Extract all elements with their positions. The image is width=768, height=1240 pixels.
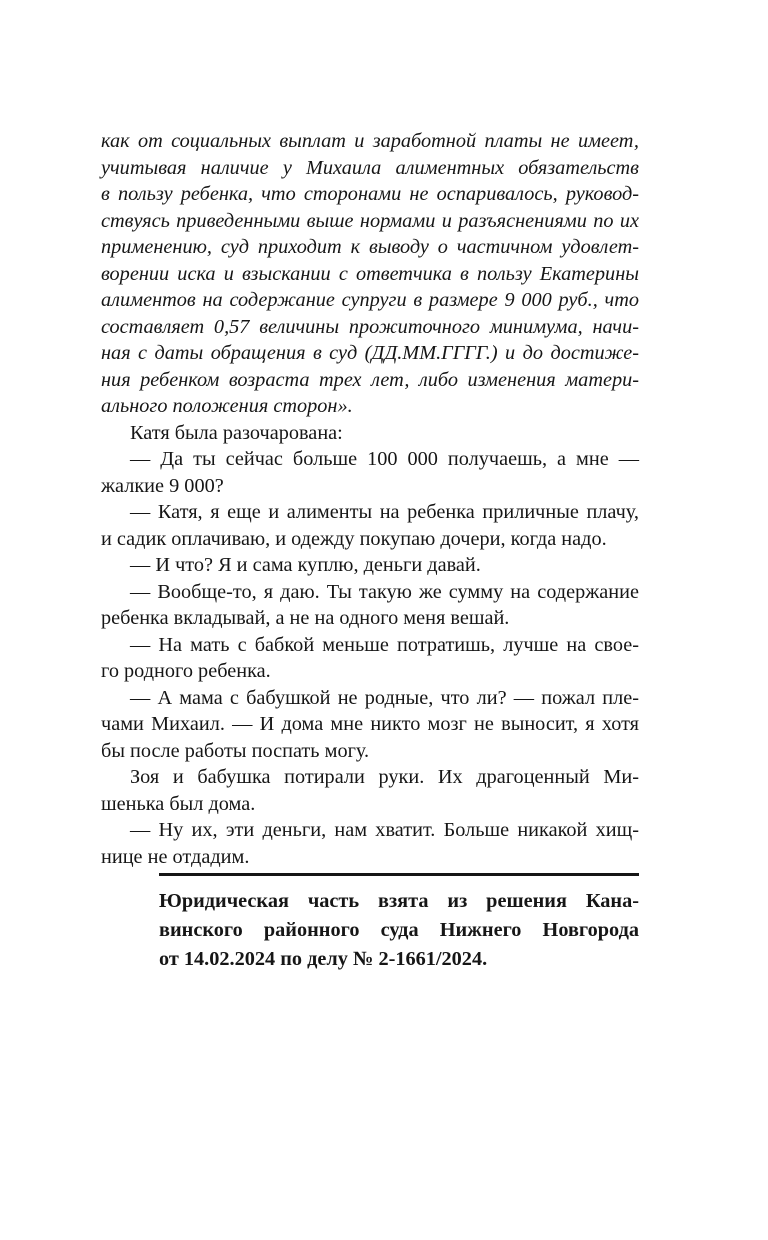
paragraph-line: — Катя, я еще и алименты на ребенка приличные плачу, — [130, 501, 639, 523]
quote-line: как от социальных выплат и заработной платы не имеет, — [101, 130, 639, 152]
paragraph-line: го родного ребенка. — [101, 660, 271, 682]
paragraph-line: — На мать с бабкой меньше потратишь, лучше на свое- — [130, 633, 639, 656]
court-decision-quote — [101, 128, 639, 420]
quote-line: в пользу ребенка, что сторонами не оспаривалось, руковод- — [101, 183, 639, 205]
quote-line: ния ребенком возраста трех лет, либо изменения матери- — [101, 368, 639, 391]
note-divider — [159, 873, 639, 876]
paragraph-line: — А мама с бабушкой не родные, что ли? — пожал пле- — [130, 686, 639, 709]
quote-line: составляет 0,57 величины прожиточного минимума, начи- — [101, 315, 639, 338]
paragraph-line: шенька был дома. — [101, 792, 256, 815]
dialogue — [101, 420, 639, 871]
note-line: Юридическая часть взята из решения Кана- — [159, 890, 639, 912]
source-note — [159, 887, 639, 974]
paragraph-line: Катя была разочарована: — [130, 421, 343, 444]
note-line: винского районного суда Нижнего Новгорода — [159, 919, 639, 941]
paragraph-line: — Да ты сейчас больше 100 000 получаешь, а мне — — [130, 448, 639, 470]
paragraph-line: Зоя и бабушка потирали руки. Их драгоценный Ми- — [130, 766, 639, 788]
quote-line: ная с даты обращения в суд (ДД.ММ.ГГГГ.) и до достиже- — [101, 342, 639, 364]
paragraph-line: жалкие 9 000? — [101, 474, 224, 497]
paragraph-line: — Ну их, эти деньги, нам хватит. Больше никакой хищ- — [130, 819, 639, 841]
paragraph-line: нице не отдадим. — [101, 845, 250, 868]
paragraph-line: — Вообще-то, я даю. Ты такую же сумму на содержание — [130, 580, 639, 603]
paragraph-line: ребенка вкладывай, а не на одного меня вешай. — [101, 607, 510, 629]
paragraph-line: бы после работы поспать могу. — [101, 739, 370, 762]
book-page-text — [101, 128, 639, 870]
quote-line: ворении иска и взыскании с ответчика в пользу Екатерины — [101, 262, 639, 285]
quote-line: ального положения сторон». — [101, 395, 353, 417]
quote-line: ствуясь приведенными выше нормами и разъяснениями по их — [101, 209, 639, 232]
note-line: от 14.02.2024 по делу № 2-1661/2024. — [159, 948, 488, 970]
quote-line: применению, суд приходит к выводу о частичном удовлет- — [101, 236, 639, 258]
paragraph-line: — И что? Я и сама куплю, деньги давай. — [130, 554, 481, 576]
paragraph-line: чами Михаил. — И дома мне никто мозг не выносит, я хотя — [101, 713, 639, 735]
paragraph-line: и садик оплачиваю, и одежду покупаю дочери, когда надо. — [101, 527, 607, 550]
quote-line: учитывая наличие у Михаила алиментных обязательств — [101, 156, 639, 179]
quote-line: алиментов на содержание супруги в размере 9 000 руб., что — [101, 289, 639, 311]
